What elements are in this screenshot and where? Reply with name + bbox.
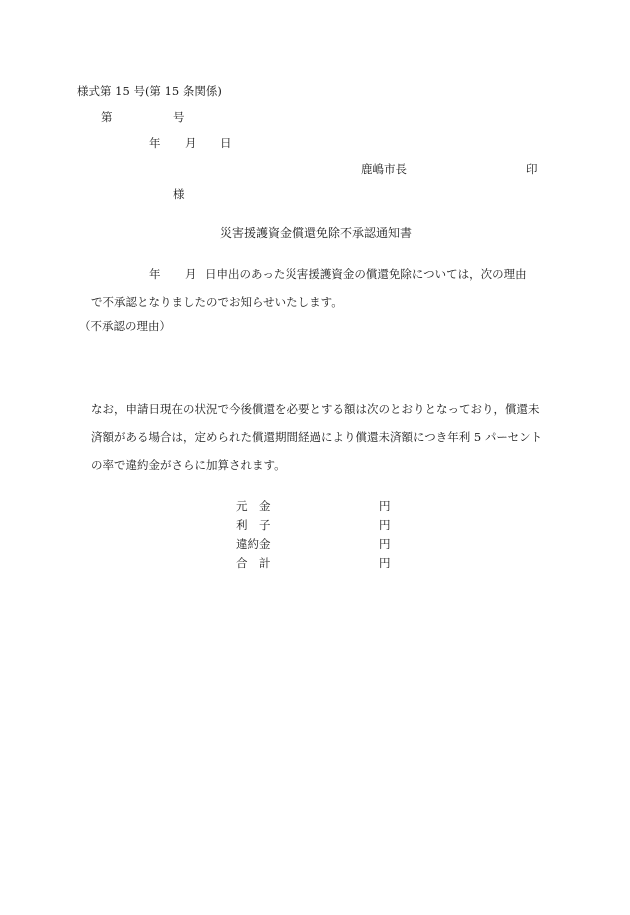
interest-unit: 円 [379, 518, 391, 532]
issuer-name: 鹿嶋市長 [361, 162, 407, 176]
form-number-label: 様式第 15 号(第 15 条関係) [77, 84, 222, 98]
notice-text-line-2: 済額がある場合は，定められた償還期間経過により償還未済額につき年利 5 パーセント [91, 430, 543, 444]
document-title: 災害援護資金償還免除不承認通知書 [220, 226, 413, 240]
penalty-unit: 円 [379, 537, 391, 551]
total-unit: 円 [379, 556, 391, 570]
application-date-year: 年 [149, 267, 161, 281]
issue-date-year: 年 [149, 136, 161, 150]
principal-label: 元 金 [236, 499, 271, 513]
rejection-reason-heading: （不承認の理由） [79, 319, 171, 333]
issue-date-day: 日 [220, 136, 232, 150]
total-label: 合 計 [236, 556, 271, 570]
principal-unit: 円 [379, 499, 391, 513]
body-text-line-1: 日申出のあった災害援護資金の償還免除については，次の理由 [205, 267, 527, 281]
penalty-label: 違約金 [236, 537, 271, 551]
application-date-month: 月 [185, 267, 197, 281]
body-text-line-2: で不承認となりましたのでお知らせいたします。 [91, 295, 343, 309]
issue-date-month: 月 [185, 136, 197, 150]
interest-label: 利 子 [236, 518, 271, 532]
notice-text-line-3: の率で違約金がさらに加算されます。 [91, 458, 286, 472]
document-number-suffix: 号 [173, 110, 185, 124]
document-number-prefix: 第 [101, 110, 113, 124]
recipient-honorific: 様 [173, 187, 185, 201]
seal-mark: 印 [526, 162, 538, 176]
notice-text-line-1: なお，申請日現在の状況で今後償還を必要とする額は次のとおりとなっており，償還未 [91, 402, 540, 416]
